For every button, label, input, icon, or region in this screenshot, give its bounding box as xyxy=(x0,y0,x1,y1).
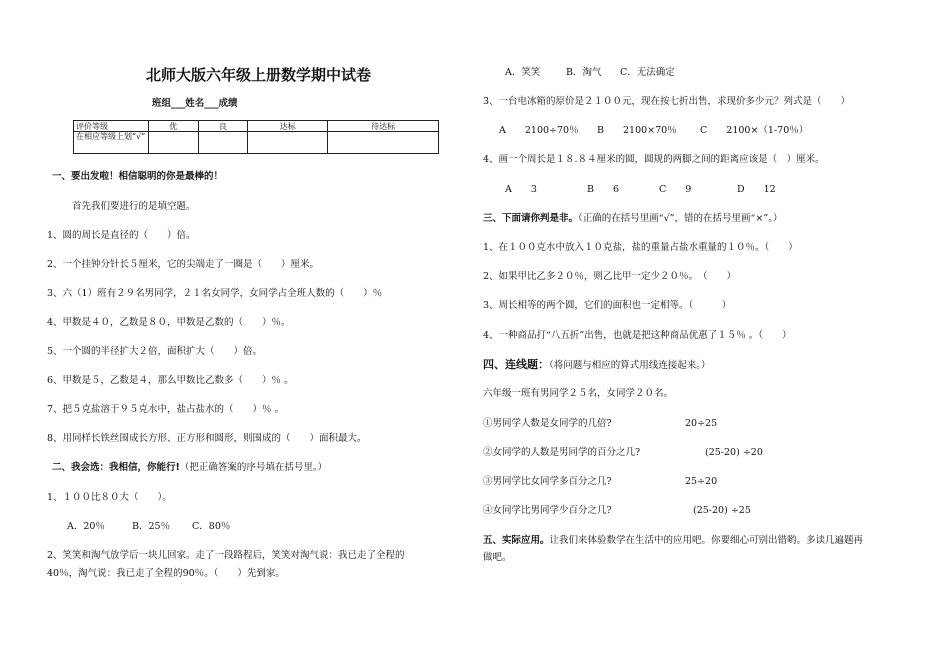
choice-option: A．笑笑 xyxy=(505,67,541,78)
section4-heading: 四、连线题： xyxy=(483,358,549,371)
grade-table-mark-row xyxy=(74,132,439,154)
choice-option: C 9 xyxy=(659,184,692,195)
match-formula: (25-20) ÷20 xyxy=(705,447,763,458)
true-false-item: 1、在１００克水中放入１０克盐，盐的重量占盐水重量的１０％。（ ） xyxy=(483,242,798,253)
grade-table-cell-good[interactable] xyxy=(198,132,248,154)
match-formula: 25÷20 xyxy=(685,476,718,487)
grade-table-cell-pass[interactable] xyxy=(248,132,328,154)
match-formula: 20÷25 xyxy=(685,418,718,429)
grade-table-header-cell: 优 xyxy=(149,121,199,132)
grade-table-header-cell: 评价等级 xyxy=(74,121,149,132)
choice-option: D 12 xyxy=(737,184,776,195)
choice-option: C．无法确定 xyxy=(620,67,675,78)
section2-heading: 二、我会选：我相信，你能行! xyxy=(52,462,180,473)
choice-option: B．淘气 xyxy=(566,67,602,78)
fill-blank-item: 7、把５克盐溶于９５克水中，盐占盐水的（ ）％ 。 xyxy=(47,404,285,415)
choice-question: 4、画一个周长是１８.８４厘米的圆，圆规的两脚之间的距离应该是（ ）厘米。 xyxy=(483,154,825,165)
true-false-item: 4、一种商品打“八五折”出售，也就是把这种商品优惠了１５％ 。（ ） xyxy=(483,330,792,341)
choice-question: 2、笑笑和淘气放学后一块儿回家。走了一段路程后，笑笑对淘气说：我已走了全程的 xyxy=(47,550,405,561)
choice-option: C 2100×（1-70％） xyxy=(700,125,809,136)
section4-note: （将问题与相应的算式用线连接起来。） xyxy=(549,360,711,371)
section3-note: （正确的在括号里画“√”，错的在括号里画“×”。） xyxy=(578,213,783,224)
fill-blank-item: 3、六（1）班有２９名男同学，２１名女同学，女同学占全班人数的（ ）％ xyxy=(47,288,383,299)
section2-note: （把正确答案的序号填在括号里。） xyxy=(179,462,328,473)
choice-option: B 6 xyxy=(587,184,620,195)
section3-heading: 三、下面请你判是非。 xyxy=(483,213,579,224)
grade-table-cell-excellent[interactable] xyxy=(149,132,199,154)
section5-line1: 让我们来体验数学在生活中的应用吧。你要细心可别出错哟。多读几遍题再 xyxy=(549,535,864,546)
fill-blank-item: 1、圆的周长是直径的（ ）倍。 xyxy=(47,230,196,241)
true-false-item: 3、周长相等的两个圆，它们的面积也一定相等。（ ） xyxy=(483,300,732,311)
choice-option: A 2100÷70％ xyxy=(499,125,579,136)
fill-blank-item: 6、甲数是５，乙数是４，那么甲数比乙数多（ ）％ 。 xyxy=(47,375,294,386)
section1-heading: 一、要出发啦！相信聪明的你是最棒的！ xyxy=(52,171,224,182)
grade-table-row-label: 在相应等级上划“√” xyxy=(74,132,149,154)
section2-heading-line xyxy=(52,462,327,474)
match-question: ③男同学比女同学多百分之几? xyxy=(483,476,612,487)
grade-table-header-row xyxy=(74,121,439,132)
choice-question: 1、１００比８０大（ ）。 xyxy=(47,492,172,503)
section1-intro: 首先我们要进行的是填空题。 xyxy=(72,201,196,212)
grade-table-cell-needs-work[interactable] xyxy=(328,132,439,154)
grade-table-header-cell: 待达标 xyxy=(328,121,439,132)
choice-option: B 2100×70％ xyxy=(597,125,677,136)
page-title: 北师大版六年级上册数学期中试卷 xyxy=(146,66,372,84)
choice-option: B．25％ xyxy=(132,521,171,532)
section5-line2: 做吧。 xyxy=(483,552,512,563)
match-question: ①男同学人数是女同学的几倍? xyxy=(483,418,612,429)
choice-option: A 3 xyxy=(505,184,537,195)
fill-blank-item: 2、一个挂钟分针长５厘米，它的尖端走了一圈是（ ）厘米。 xyxy=(47,259,320,270)
grade-table-header-cell: 达标 xyxy=(248,121,328,132)
match-question: ④女同学比男同学少百分之几? xyxy=(483,505,612,516)
grade-table-header-cell: 良 xyxy=(198,121,248,132)
choice-question-cont: 40％，淘气说：我已走了全程的90％。（ ）先到家。 xyxy=(47,568,285,579)
section5-heading: 五、实际应用。 xyxy=(483,535,550,546)
fill-blank-item: 8、用同样长铁丝围成长方形、正方形和圆形，则围成的（ ）面积最大。 xyxy=(47,433,367,444)
choice-option: A．20％ xyxy=(67,521,105,532)
choice-option: C．80％ xyxy=(192,521,231,532)
choice-question: 3、一台电冰箱的原价是２１００元，现在按七折出售，求现价多少元？列式是（ ） xyxy=(483,96,851,107)
section5-heading-line xyxy=(483,535,863,547)
section4-heading-line xyxy=(483,359,711,372)
fill-blank-item: 4、甲数是４０，乙数是８０，甲数是乙数的（ ）％。 xyxy=(47,317,291,328)
section4-context: 六年级一班有男同学２５名，女同学２０名。 xyxy=(483,388,674,399)
match-formula: (25-20) ÷25 xyxy=(693,505,751,516)
fill-blank-item: 5、一个圆的半径扩大２倍，面积扩大（ ）倍。 xyxy=(47,346,263,357)
grade-table xyxy=(73,120,439,154)
match-question: ②女同学的人数是男同学的百分之几? xyxy=(483,447,641,458)
true-false-item: 2、如果甲比乙多２０％，则乙比甲一定少２０％。 （ ） xyxy=(483,271,737,282)
student-info-line: 班组___姓名___成绩 xyxy=(152,98,238,109)
section3-heading-line xyxy=(483,213,782,225)
